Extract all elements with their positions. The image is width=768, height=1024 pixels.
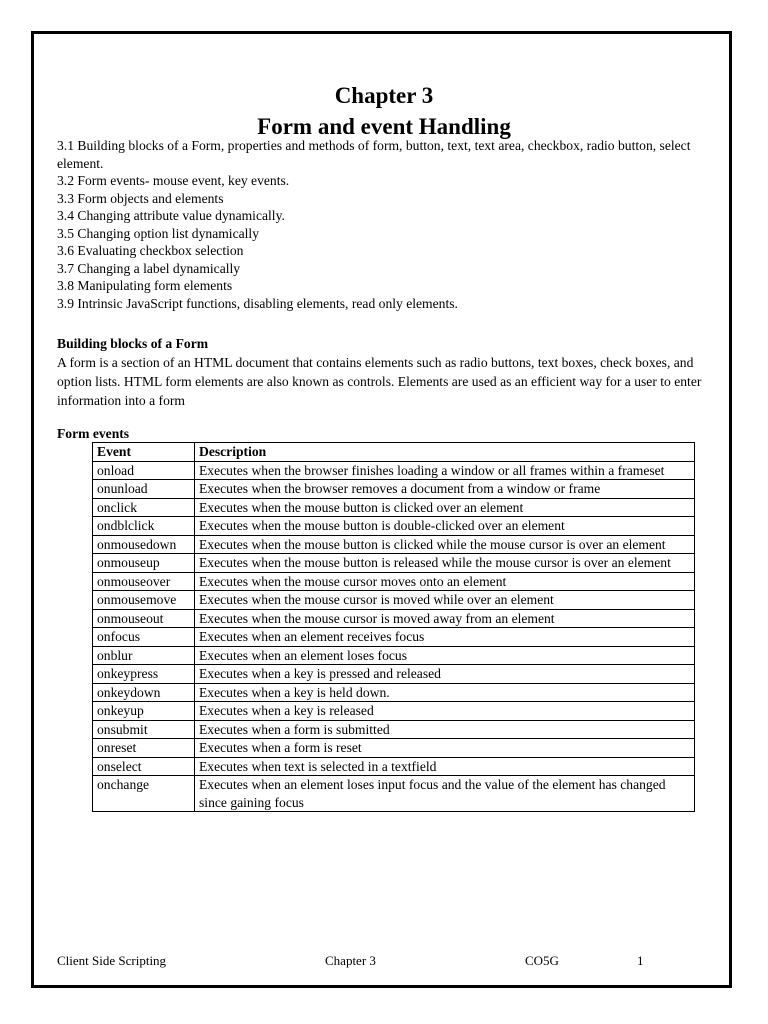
- table-row: [93, 702, 695, 721]
- event-description-cell: Executes when the browser finishes loading a window or all frames within a frameset: [195, 461, 695, 480]
- event-name-cell: onkeydown: [93, 683, 195, 702]
- event-name-cell: onselect: [93, 757, 195, 776]
- event-description-cell: Executes when a key is held down.: [195, 683, 695, 702]
- topic-item: 3.6 Evaluating checkbox selection: [57, 243, 244, 258]
- event-description-cell: Executes when an element loses input focus and the value of the element has changed since gaining focus: [195, 776, 695, 812]
- event-name-cell: onload: [93, 461, 195, 480]
- footer-course: Client Side Scripting: [57, 953, 167, 968]
- event-name-cell: onchange: [93, 776, 195, 812]
- table-row: [93, 517, 695, 536]
- event-name-cell: ondblclick: [93, 517, 195, 536]
- event-description-cell: Executes when the mouse button is released while the mouse cursor is over an element: [195, 554, 695, 573]
- table-row: [93, 628, 695, 647]
- topic-item: 3.7 Changing a label dynamically: [57, 260, 241, 276]
- table-row: [93, 683, 695, 702]
- event-name-cell: onmouseover: [93, 572, 195, 591]
- building-blocks-section: [57, 334, 727, 410]
- event-description-cell: Executes when an element receives focus: [195, 628, 695, 647]
- event-description-cell: Executes when the mouse cursor is moved while over an element: [195, 591, 695, 610]
- table-row: [93, 720, 695, 739]
- event-name-cell: onmousemove: [93, 591, 195, 610]
- table-row: [93, 572, 695, 591]
- table-row: [93, 498, 695, 517]
- table-row: [93, 757, 695, 776]
- event-description-cell: Executes when the mouse button is clicked while the mouse cursor is over an element: [195, 535, 695, 554]
- column-header-event: Event: [93, 443, 195, 462]
- event-name-cell: onmouseup: [93, 554, 195, 573]
- event-description-cell: Executes when the mouse cursor is moved away from an element: [195, 609, 695, 628]
- table-row: [93, 554, 695, 573]
- event-description-cell: Executes when the mouse cursor moves onto an element: [195, 572, 695, 591]
- topic-item: 3.4 Changing attribute value dynamically.: [57, 208, 285, 223]
- event-description-cell: Executes when the mouse button is double-clicked over an element: [195, 517, 695, 536]
- table-header-row: [93, 443, 695, 462]
- form-events-table: [92, 442, 695, 812]
- form-events-section: [57, 424, 727, 443]
- footer-page-number: 1: [637, 953, 644, 968]
- event-name-cell: onkeyup: [93, 702, 195, 721]
- event-description-cell: Executes when a key is pressed and released: [195, 665, 695, 684]
- event-name-cell: onclick: [93, 498, 195, 517]
- table-row: [93, 646, 695, 665]
- topic-item: 3.1 Building blocks of a Form, properties and methods of form, button, text, text area, checkbox, radio button, select element.: [57, 138, 691, 171]
- topic-item: 3.5 Changing option list dynamically: [57, 225, 260, 241]
- event-name-cell: onfocus: [93, 628, 195, 647]
- table-row: [93, 776, 695, 812]
- footer-course-code: CO5G: [525, 953, 559, 968]
- footer-chapter: Chapter 3: [325, 953, 376, 968]
- event-description-cell: Executes when text is selected in a textfield: [195, 757, 695, 776]
- building-blocks-heading: Building blocks of a Form: [57, 336, 209, 351]
- event-description-cell: Executes when an element loses focus: [195, 646, 695, 665]
- chapter-subject: Form and event Handling: [257, 114, 511, 139]
- event-name-cell: onmousedown: [93, 535, 195, 554]
- topic-item: 3.9 Intrinsic JavaScript functions, disabling elements, read only elements.: [57, 295, 458, 311]
- chapter-title: [0, 80, 768, 142]
- table-row: [93, 739, 695, 758]
- event-name-cell: onreset: [93, 739, 195, 758]
- table-row: [93, 461, 695, 480]
- event-name-cell: onblur: [93, 646, 195, 665]
- chapter-number: Chapter 3: [334, 83, 434, 108]
- event-name-cell: onsubmit: [93, 720, 195, 739]
- event-description-cell: Executes when a key is released: [195, 702, 695, 721]
- table-row: [93, 665, 695, 684]
- event-name-cell: onmouseout: [93, 609, 195, 628]
- table-row: [93, 609, 695, 628]
- table-row: [93, 535, 695, 554]
- topic-item: 3.3 Form objects and elements: [57, 190, 224, 206]
- event-description-cell: Executes when the mouse button is clicked over an element: [195, 498, 695, 517]
- topic-item: 3.2 Form events- mouse event, key events.: [57, 173, 290, 188]
- topic-list: [57, 137, 727, 312]
- topic-item: 3.8 Manipulating form elements: [57, 278, 233, 293]
- building-blocks-paragraph: A form is a section of an HTML document that contains elements such as radio buttons, text boxes, check boxes, and option lists. HTML form elements are also known as controls. Elements are used as an efficient way for a user to enter information into a form: [57, 355, 702, 408]
- event-name-cell: onkeypress: [93, 665, 195, 684]
- event-description-cell: Executes when a form is submitted: [195, 720, 695, 739]
- column-header-description: Description: [195, 443, 695, 462]
- event-description-cell: Executes when the browser removes a document from a window or frame: [195, 480, 695, 499]
- table-row: [93, 591, 695, 610]
- event-name-cell: onunload: [93, 480, 195, 499]
- form-events-heading: Form events: [57, 426, 130, 441]
- event-description-cell: Executes when a form is reset: [195, 739, 695, 758]
- table-row: [93, 480, 695, 499]
